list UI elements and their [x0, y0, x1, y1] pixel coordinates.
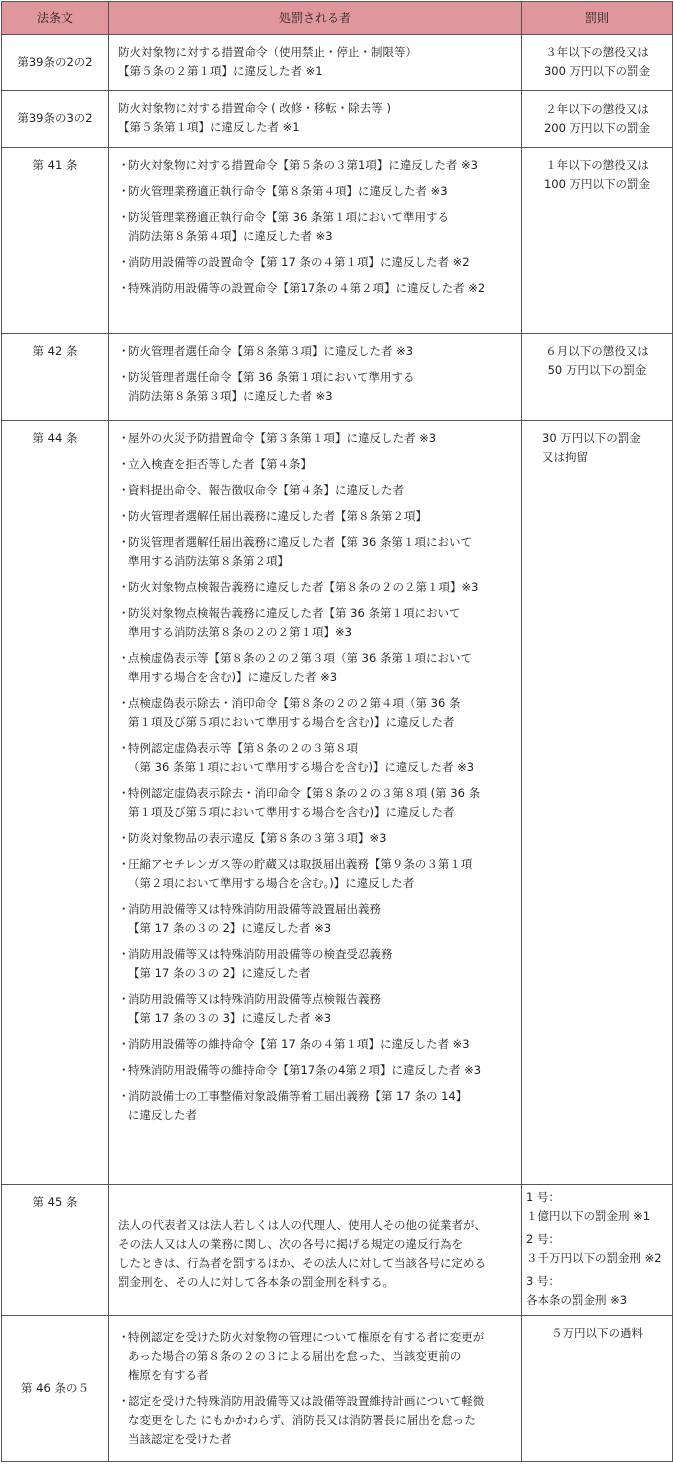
bullet-icon: ・: [118, 158, 130, 172]
list-item: [118, 945, 515, 983]
penalty-text: 又は拘留: [542, 450, 588, 464]
list-item: [118, 578, 515, 597]
item-text-line: （第２項において準用する場合を含む。)】に違反した者: [128, 876, 415, 890]
item-text-line: 消防用設備等又は特殊消防用設備等設置届出義務: [128, 902, 381, 916]
penalty-cell: [522, 148, 673, 334]
list-item: [118, 1087, 515, 1125]
target-cell: [109, 35, 522, 91]
penalty-cell: [522, 35, 673, 91]
table-row: [2, 334, 673, 421]
penalty-group-value: 各本条の罰金刑 ※3: [526, 1293, 628, 1307]
penalty-cell: [522, 1185, 673, 1316]
item-text-line: 圧縮アセチレンガス等の貯蔵又は取扱届出義務【第９条の３第１項: [128, 857, 473, 871]
item-text-line: 特殊消防用設備等の維持命令【第17条の4第２項】に違反した者 ※3: [128, 1063, 482, 1077]
penalty-text: 200 万円以下の罰金: [543, 120, 651, 135]
item-text-line: 防火対象物に対する措置命令【第５条の３第1項】に違反した者 ※3: [128, 158, 478, 172]
table-row: [2, 35, 673, 91]
list-item: [118, 368, 515, 406]
list-item: [118, 1328, 515, 1385]
list-item: [118, 829, 515, 848]
bullet-icon: ・: [118, 1330, 130, 1344]
bullet-icon: ・: [118, 1037, 130, 1051]
item-text-line: 資料提出命令、報告徴収命令【第４条】に違反した者: [128, 483, 404, 497]
article-cell: 第39条の3の2: [2, 91, 109, 148]
article-cell: 第39条の2の2: [2, 35, 109, 91]
bullet-icon: ・: [118, 580, 130, 594]
item-text-line: 消防用設備等の設置命令【第 17 条の４第１項】に違反した者 ※2: [128, 255, 470, 269]
bullet-icon: ・: [118, 483, 130, 497]
list-item: [118, 253, 515, 272]
list-item: [118, 784, 515, 822]
bullet-icon: ・: [118, 1063, 130, 1077]
item-text-line: 準用する消防法第８条の２の２第１項】※3: [128, 625, 352, 639]
penalty-group-label: 1 号：: [526, 1190, 560, 1204]
bullet-icon: ・: [118, 741, 130, 755]
item-text-line: 防火対象物に対する措置命令 ( 改修・移転・除去等 ): [118, 101, 391, 115]
list-item: [118, 694, 515, 732]
list-item: [118, 1061, 515, 1080]
bullet-icon: ・: [118, 1089, 130, 1103]
target-cell: [109, 421, 522, 1185]
paragraph-line: その法人又は人の業務に関し、次の各号に掲げる規定の違反行為を: [118, 1237, 463, 1251]
paragraph-line: 罰金刑を、その人に対して各本条の罰金刑を科する。: [118, 1275, 394, 1289]
header-article: 法条文: [2, 2, 109, 35]
list-item: [118, 156, 515, 175]
table-header-row: [2, 2, 673, 35]
bullet-icon: ・: [118, 281, 130, 295]
item-text-line: 【第５条第１項】に違反した者 ※1: [118, 120, 300, 134]
bullet-icon: ・: [118, 457, 130, 471]
item-text-line: 特殊消防用設備等の設置命令【第17条の４第２項】に違反した者 ※2: [128, 281, 486, 295]
penalty-text: ２年以下の懲役又は: [545, 101, 649, 116]
item-text-line: 消防法第８条第４項】に違反した者 ※3: [128, 229, 333, 243]
list-item: [118, 604, 515, 642]
item-text-line: な変更をした にもかかわらず、消防長又は消防署長に届出を怠った: [128, 1413, 476, 1427]
bullet-icon: ・: [118, 535, 130, 549]
bullet-icon: ・: [118, 210, 130, 224]
item-text-line: 防火管理業務適正執行命令【第８条第４項】に違反した者 ※3: [128, 184, 448, 198]
penalty-text: 50 万円以下の罰金: [547, 363, 647, 377]
item-text-line: 防災対象物点検報告義務に違反した者【第 36 条第１項において: [128, 606, 461, 620]
article-cell: 第 44 条: [2, 421, 109, 1185]
list-item: [118, 182, 515, 201]
list-item: [118, 900, 515, 938]
item-text-line: 防災管理業務適正執行命令【第 36 条第１項において準用する: [128, 210, 449, 224]
penalty-cell: [522, 91, 673, 148]
penalty-text: １年以下の懲役又は: [545, 158, 649, 172]
item-text-line: 消防用設備等の維持命令【第 17 条の４第１項】に違反した者 ※3: [128, 1037, 470, 1051]
bullet-icon: ・: [118, 255, 130, 269]
bullet-icon: ・: [118, 947, 130, 961]
table-row: [2, 148, 673, 334]
item-text-line: 防災管理者選任命令【第 36 条第１項において準用する: [128, 370, 415, 384]
article-cell: 第 45 条: [2, 1185, 109, 1316]
list-item: [118, 990, 515, 1028]
bullet-icon: ・: [118, 696, 130, 710]
header-penalty: 罰則: [522, 2, 673, 35]
penalty-group-value: ３千万円以下の罰金刑 ※2: [526, 1251, 662, 1265]
list-item: [118, 455, 515, 474]
item-text-line: 第１項及び第５項において準用する場合を含む)】に違反した者: [128, 715, 455, 729]
bullet-icon: ・: [118, 509, 130, 523]
penalty-group: [526, 1272, 671, 1310]
target-cell: [109, 334, 522, 421]
item-text-line: 点検虚偽表示除去・消印命令【第８条の２の２第４項（第 36 条: [128, 696, 461, 710]
item-text-line: 当該認定を受けた者: [128, 1432, 232, 1446]
item-text-line: 防火対象物に対する措置命令（使用禁止・停止・制限等）: [118, 45, 417, 59]
bullet-icon: ・: [118, 606, 130, 620]
target-cell: [109, 1185, 522, 1316]
paragraph-line: 法人の代表者又は法人若しくは人の代理人、使用人その他の従業者が、: [118, 1218, 486, 1232]
item-text-line: 第１項及び第５項において準用する場合を含む)】に違反した者: [128, 805, 455, 819]
article-cell: 第 46 条の５: [2, 1316, 109, 1462]
bullet-icon: ・: [118, 831, 130, 845]
item-text-line: 特例認定を受けた防火対象物の管理について権原を有する者に変更が: [128, 1330, 485, 1344]
list-item: [118, 1392, 515, 1449]
item-text-line: 防火管理者選任命令【第８条第３項】に違反した者 ※3: [128, 344, 414, 358]
bullet-icon: ・: [118, 902, 130, 916]
penalty-cell: [522, 334, 673, 421]
target-cell: [109, 148, 522, 334]
bullet-icon: ・: [118, 184, 130, 198]
list-item: [118, 649, 515, 687]
bullet-icon: ・: [118, 857, 130, 871]
item-text-line: 防火管理者選解任届出義務に違反した者【第８条第２項】: [128, 509, 427, 523]
item-text-line: 【第 17 条の３の 2】に違反した者 ※3: [128, 921, 332, 935]
bullet-icon: ・: [118, 370, 130, 384]
item-text-line: 消防用設備等又は特殊消防用設備等点検報告義務: [128, 992, 381, 1006]
list-item: [118, 99, 515, 137]
item-text-line: 準用する消防法第８条第２項】: [128, 554, 289, 568]
penalty-cell: [522, 1316, 673, 1462]
item-text-line: 【第５条の２第１項】に違反した者 ※1: [118, 64, 323, 78]
item-text-line: 特例認定虚偽表示除去・消印命令【第８条の２の３第８項 (第 36 条: [128, 786, 481, 800]
list-item: [118, 1035, 515, 1054]
bullet-icon: ・: [118, 651, 130, 665]
penalty-text: ５万円以下の過料: [551, 1326, 643, 1340]
table-row: [2, 91, 673, 148]
table-row: [2, 1316, 673, 1462]
item-text-line: 【第 17 条の３の 2】に違反した者: [128, 966, 311, 980]
list-item: [118, 739, 515, 777]
target-cell: [109, 91, 522, 148]
bullet-icon: ・: [118, 344, 130, 358]
penalty-text: 100 万円以下の罰金: [543, 177, 651, 191]
table-row: [2, 421, 673, 1185]
item-text-line: 立入検査を拒否等した者【第４条】: [128, 457, 312, 471]
item-text-line: あった場合の第８条の２の３による届出を怠った、当該変更前の: [128, 1349, 462, 1363]
list-item: [118, 208, 515, 246]
penalty-group: [526, 1188, 671, 1226]
penalty-group: [526, 1230, 671, 1268]
penalty-group-label: 3 号：: [526, 1274, 560, 1288]
item-text-line: 準用する場合を含む)】に違反した者 ※3: [128, 670, 338, 684]
header-target: 処罰される者: [109, 2, 522, 35]
list-item: [118, 507, 515, 526]
item-text-line: 消防用設備等又は特殊消防用設備等の検査受忍義務: [128, 947, 393, 961]
table-row: [2, 1185, 673, 1316]
item-text-line: 防炎対象物品の表示違反【第８条の３第３項】※3: [128, 831, 387, 845]
penalty-group-value: １億円以下の罰金刑 ※1: [526, 1209, 651, 1223]
penalty-text: ３年以下の懲役又は: [545, 45, 649, 59]
item-text-line: 特例認定虚偽表示等【第８条の２の３第８項: [128, 741, 358, 755]
list-item: [118, 279, 515, 298]
item-text-line: 点検虚偽表示等【第８条の２の２第３項（第 36 条第１項において: [128, 651, 472, 665]
penalty-text: 300 万円以下の罰金: [543, 64, 651, 78]
item-text-line: （第 36 条第１項において準用する場合を含む)】に違反した者 ※3: [128, 760, 475, 774]
paragraph-line: したときは、行為者を罰するほか、その法人に対して当該各号に定める: [118, 1256, 486, 1270]
item-text-line: 防火対象物点検報告義務に違反した者【第８条の２の２第１項】※3: [128, 580, 479, 594]
penalty-text: 30 万円以下の罰金: [542, 431, 641, 445]
penalty-table: [1, 1, 673, 1462]
list-item: [118, 342, 515, 361]
item-text-line: 防災管理者選解任届出義務に違反した者【第 36 条第１項において: [128, 535, 472, 549]
bullet-icon: ・: [118, 1394, 130, 1408]
item-text-line: 消防設備士の工事整備対象設備等着工届出義務【第 17 条の 14】: [128, 1089, 468, 1103]
penalty-group-label: 2 号：: [526, 1232, 560, 1246]
list-item: [118, 481, 515, 500]
item-text-line: 消防法第８条第３項】に違反した者 ※3: [128, 389, 333, 403]
list-item: [118, 43, 515, 81]
article-cell: 第 42 条: [2, 334, 109, 421]
bullet-icon: ・: [118, 431, 130, 445]
article-cell: 第 41 条: [2, 148, 109, 334]
item-text-line: 認定を受けた特殊消防用設備等又は設備等設置維持計画について軽微: [128, 1394, 485, 1408]
penalty-cell: [522, 421, 673, 1185]
list-item: [118, 533, 515, 571]
penalty-text: ６月以下の懲役又は: [545, 344, 649, 358]
item-text-line: 屋外の火災予防措置命令【第３条第１項】に違反した者 ※3: [128, 431, 437, 445]
list-item: [118, 429, 515, 448]
item-text-line: 【第 17 条の３の 3】に違反した者 ※3: [128, 1011, 332, 1025]
bullet-icon: ・: [118, 992, 130, 1006]
target-cell: [109, 1316, 522, 1462]
list-item: [118, 855, 515, 893]
bullet-icon: ・: [118, 786, 130, 800]
item-text-line: 権原を有する者: [128, 1368, 209, 1382]
table-body: [2, 35, 673, 1462]
item-text-line: に違反した者: [128, 1108, 197, 1122]
